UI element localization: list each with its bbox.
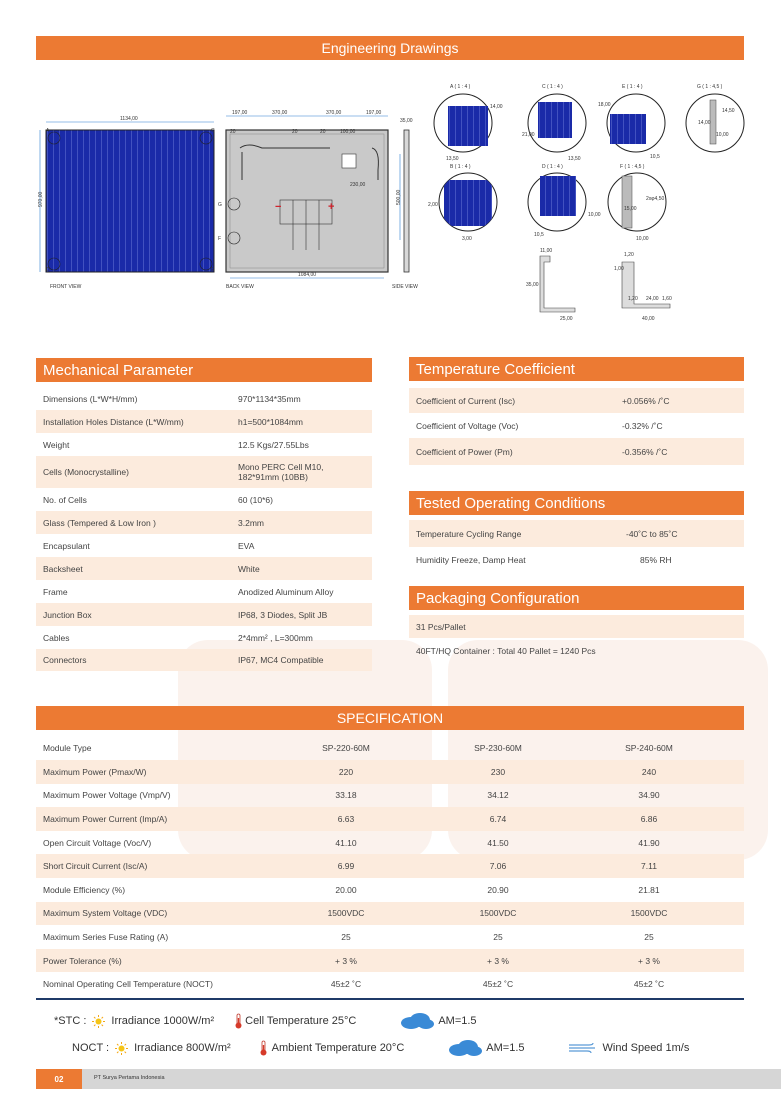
- svg-text:230,00: 230,00: [350, 182, 366, 188]
- svg-text:13,50: 13,50: [568, 156, 581, 162]
- svg-text:1,20: 1,20: [628, 296, 638, 302]
- packaging-title: Packaging Configuration: [416, 590, 580, 607]
- table-header-row: Module Type SP-220-60M SP-230-60M SP-240-60M: [43, 742, 673, 753]
- table-row: Coefficient of Power (Pm) -0.356% /˚C: [409, 438, 744, 465]
- svg-text:25,00: 25,00: [560, 316, 573, 322]
- table-row: [36, 854, 744, 878]
- spec-header-bar: [36, 706, 744, 730]
- row-label: Maximum Power Current (Imp/A): [43, 813, 168, 824]
- row-value: 41.90: [638, 837, 660, 848]
- svg-text:21,00: 21,00: [522, 132, 535, 138]
- svg-text:10,00: 10,00: [636, 236, 649, 242]
- row-value: 20.90: [487, 884, 509, 895]
- row-label: Power Tolerance (%): [43, 955, 122, 966]
- svg-text:11,00: 11,00: [540, 248, 553, 254]
- svg-text:197,00: 197,00: [366, 110, 382, 116]
- table-row: [36, 807, 744, 831]
- svg-text:18,00: 18,00: [598, 102, 611, 108]
- table-row: Humidity Freeze, Damp Heat 85% RH: [416, 554, 672, 565]
- row-value: 25: [341, 931, 351, 942]
- row-value: + 3 %: [487, 955, 509, 966]
- svg-text:370,00: 370,00: [272, 110, 288, 116]
- drawings-header-bar: [36, 36, 744, 60]
- svg-text:35,00: 35,00: [526, 282, 539, 288]
- stc-cell-temperature: Cell Temperature 25°C: [245, 1015, 357, 1027]
- temperature-title: Temperature Coefficient: [416, 361, 575, 378]
- svg-text:G ( 1 : 4,5 ): G ( 1 : 4,5 ): [697, 84, 723, 90]
- table-row: Junction Box IP68, 3 Diodes, Split JB: [36, 603, 372, 626]
- row-label: Maximum System Voltage (VDC): [43, 908, 168, 919]
- noct-conditions: [72, 1039, 689, 1057]
- svg-text:10,00: 10,00: [716, 132, 729, 138]
- svg-text:E: E: [211, 267, 215, 273]
- table-row: No. of Cells 60 (10*6): [43, 494, 273, 505]
- row-value: 20.00: [335, 884, 357, 895]
- mechanical-title: Mechanical Parameter: [43, 362, 194, 379]
- svg-text:2xφ4,50: 2xφ4,50: [646, 196, 665, 202]
- spec-table: [36, 735, 744, 996]
- detail-e: [598, 84, 665, 160]
- front-view-label: FRONT VIEW: [50, 284, 82, 290]
- svg-text:D: D: [46, 267, 50, 273]
- sun-icon: [115, 1042, 128, 1055]
- row-value: 1500VDC: [479, 908, 517, 919]
- cloud-icon: [448, 1040, 482, 1056]
- back-view: [218, 110, 402, 290]
- row-value: 6.99: [337, 861, 355, 872]
- detail-a: [434, 84, 503, 162]
- front-view: [38, 116, 215, 290]
- svg-text:100,00: 100,00: [340, 129, 356, 135]
- svg-text:A: A: [46, 128, 50, 134]
- frame-profile-1: [526, 248, 575, 322]
- detail-c: [522, 84, 586, 162]
- page-number: 02: [36, 1069, 82, 1089]
- svg-text:1,60: 1,60: [662, 296, 672, 302]
- svg-text:13,50: 13,50: [446, 156, 459, 162]
- svg-text:197,00: 197,00: [232, 110, 248, 116]
- svg-text:500,00: 500,00: [396, 189, 402, 205]
- row-value: 7.11: [641, 861, 657, 872]
- row-label: Module Efficiency (%): [43, 884, 126, 895]
- row-value: 25: [644, 931, 654, 942]
- svg-text:24,00: 24,00: [646, 296, 659, 302]
- table-row: Temperature Cycling Range -40˚C to 85˚C: [409, 520, 744, 547]
- stc-conditions: [54, 1012, 477, 1030]
- row-value: 1500VDC: [327, 908, 365, 919]
- back-view-label: BACK VIEW: [226, 284, 254, 290]
- packaging-table: [409, 615, 744, 663]
- svg-text:35,00: 35,00: [400, 118, 413, 124]
- noct-prefix: NOCT :: [72, 1042, 110, 1054]
- row-value: 33.18: [335, 790, 357, 801]
- sun-icon: [92, 1015, 105, 1028]
- table-row: Connectors IP67, MC4 Compatible: [36, 649, 372, 671]
- svg-text:+: +: [328, 201, 335, 213]
- row-value: + 3 %: [638, 955, 660, 966]
- row-value: 6.63: [337, 813, 355, 824]
- row-value: 230: [490, 766, 506, 777]
- row-value: 34.12: [487, 790, 509, 801]
- tested-title: Tested Operating Conditions: [416, 495, 606, 512]
- noct-am: AM=1.5: [486, 1042, 525, 1054]
- svg-text:C ( 1 : 4 ): C ( 1 : 4 ): [542, 84, 563, 90]
- row-label: Maximum Series Fuse Rating (A): [43, 931, 169, 942]
- table-row: Frame Anodized Aluminum Alloy: [43, 586, 334, 597]
- table-row: Cables 2*4mm² , L=300mm: [43, 632, 313, 643]
- table-row: Coefficient of Voltage (Voc) -0.32% /˚C: [416, 420, 663, 431]
- table-row: Dimensions (L*W*H/mm) 970*1134*35mm: [43, 393, 301, 404]
- mechanical-header-bar: [36, 358, 372, 382]
- table-row: Installation Holes Distance (L*W/mm) h1=500*1084mm: [36, 410, 372, 433]
- table-row: [36, 972, 744, 996]
- detail-d: [528, 164, 601, 238]
- table-row: [36, 902, 744, 926]
- table-row: Backsheet White: [36, 557, 372, 580]
- row-value: 25: [493, 931, 503, 942]
- row-label: Nominal Operating Cell Temperature (NOCT): [43, 979, 213, 990]
- svg-text:10,5: 10,5: [650, 154, 660, 160]
- svg-text:20: 20: [320, 129, 326, 135]
- svg-text:E ( 1 : 4 ): E ( 1 : 4 ): [622, 84, 643, 90]
- table-row: Glass (Tempered & Low Iron ) 3.2mm: [36, 511, 372, 534]
- stc-prefix: *STC :: [54, 1015, 87, 1027]
- svg-text:A ( 1 : 4 ): A ( 1 : 4 ): [450, 84, 471, 90]
- svg-text:1,00: 1,00: [614, 266, 624, 272]
- tested-table: [409, 520, 744, 572]
- row-value: + 3 %: [335, 955, 357, 966]
- svg-text:1,20: 1,20: [624, 252, 634, 258]
- table-row: [36, 760, 744, 784]
- detail-f: [608, 164, 666, 242]
- thermometer-icon: [259, 1040, 268, 1056]
- svg-text:370,00: 370,00: [326, 110, 342, 116]
- table-row: [36, 831, 744, 855]
- svg-text:3,00: 3,00: [462, 236, 472, 242]
- row-value: 45±2 ˚C: [482, 979, 514, 990]
- company-name: PT Surya Pertama Indonesia: [94, 1075, 165, 1081]
- noct-ambient-temperature: Ambient Temperature 20°C: [271, 1042, 405, 1054]
- row-value: 7.06: [489, 861, 507, 872]
- table-row: [36, 878, 744, 902]
- drawings-title: Engineering Drawings: [321, 40, 459, 56]
- spec-divider: [36, 998, 744, 1000]
- row-value: 41.50: [487, 837, 509, 848]
- svg-text:D ( 1 : 4 ): D ( 1 : 4 ): [542, 164, 563, 170]
- row-value: 1500VDC: [630, 908, 668, 919]
- row-value: 240: [641, 766, 657, 777]
- svg-text:20: 20: [230, 129, 236, 135]
- svg-text:F ( 1 : 4,5 ): F ( 1 : 4,5 ): [620, 164, 645, 170]
- table-row: [36, 925, 744, 949]
- row-value: 220: [338, 766, 354, 777]
- packaging-header-bar: [409, 586, 744, 610]
- svg-text:970,00: 970,00: [38, 191, 44, 207]
- svg-text:14,00: 14,00: [698, 120, 711, 126]
- svg-text:40,00: 40,00: [642, 316, 655, 322]
- table-row: [36, 949, 744, 973]
- temperature-header-bar: [409, 357, 744, 381]
- svg-text:2,00: 2,00: [428, 202, 438, 208]
- table-row: 40FT/HQ Container : Total 40 Pallet = 1240 Pcs: [416, 645, 596, 656]
- cloud-icon: [400, 1013, 434, 1029]
- footer: [36, 1069, 781, 1089]
- row-value: 41.10: [335, 837, 357, 848]
- svg-text:B ( 1 : 4 ): B ( 1 : 4 ): [450, 164, 471, 170]
- spec-title: SPECIFICATION: [336, 710, 444, 726]
- row-label: Open Circuit Voltage (Voc/V): [43, 837, 152, 848]
- wind-icon: [569, 1042, 597, 1054]
- stc-irradiance: Irradiance 1000W/m²: [111, 1015, 215, 1027]
- table-row: Encapsulant EVA: [43, 540, 255, 551]
- noct-wind-speed: Wind Speed 1m/s: [602, 1042, 690, 1054]
- row-label: Maximum Power (Pmax/W): [43, 766, 147, 777]
- detail-g: [686, 84, 744, 152]
- spec-rows: [36, 760, 744, 996]
- temperature-table: [409, 388, 744, 465]
- table-row: Coefficient of Current (Isc) +0.056% /˚C: [409, 388, 744, 413]
- row-value: 6.74: [489, 813, 507, 824]
- svg-text:F: F: [218, 236, 222, 242]
- side-view-label: SIDE VIEW: [392, 284, 418, 290]
- row-value: 45±2 ˚C: [633, 979, 665, 990]
- svg-text:14,00: 14,00: [490, 104, 503, 110]
- svg-text:20: 20: [292, 129, 298, 135]
- frame-profile-2: [614, 252, 672, 322]
- svg-text:15,00: 15,00: [624, 206, 637, 212]
- mechanical-table: [36, 387, 372, 671]
- row-value: 34.90: [638, 790, 660, 801]
- svg-text:14,50: 14,50: [722, 108, 735, 114]
- svg-text:10,00: 10,00: [588, 212, 601, 218]
- tested-header-bar: [409, 491, 744, 515]
- row-label: Maximum Power Voltage (Vmp/V): [43, 790, 171, 801]
- detail-b: [428, 164, 497, 242]
- table-row: [36, 784, 744, 808]
- noct-irradiance: Irradiance 800W/m²: [134, 1042, 231, 1054]
- table-row: Cells (Monocrystalline) Mono PERC Cell M10, 182*91mm (10BB): [36, 456, 372, 488]
- table-row: 31 Pcs/Pallet: [409, 615, 744, 638]
- svg-text:1084,00: 1084,00: [298, 272, 317, 278]
- svg-text:10,5: 10,5: [534, 232, 544, 238]
- front-width-dim: 1134,00: [120, 116, 138, 122]
- table-row: Weight 12.5 Kgs/27.55Lbs: [43, 439, 309, 450]
- row-value: 21.81: [638, 884, 660, 895]
- stc-am: AM=1.5: [438, 1015, 477, 1027]
- svg-text:C: C: [211, 128, 215, 134]
- row-value: 45±2 ˚C: [330, 979, 362, 990]
- thermometer-icon: [234, 1013, 243, 1029]
- svg-text:−: −: [275, 201, 282, 213]
- engineering-drawing: [30, 70, 750, 330]
- row-label: Short Circuit Current (Isc/A): [43, 861, 148, 872]
- row-value: 6.86: [640, 813, 658, 824]
- svg-text:G: G: [218, 202, 222, 208]
